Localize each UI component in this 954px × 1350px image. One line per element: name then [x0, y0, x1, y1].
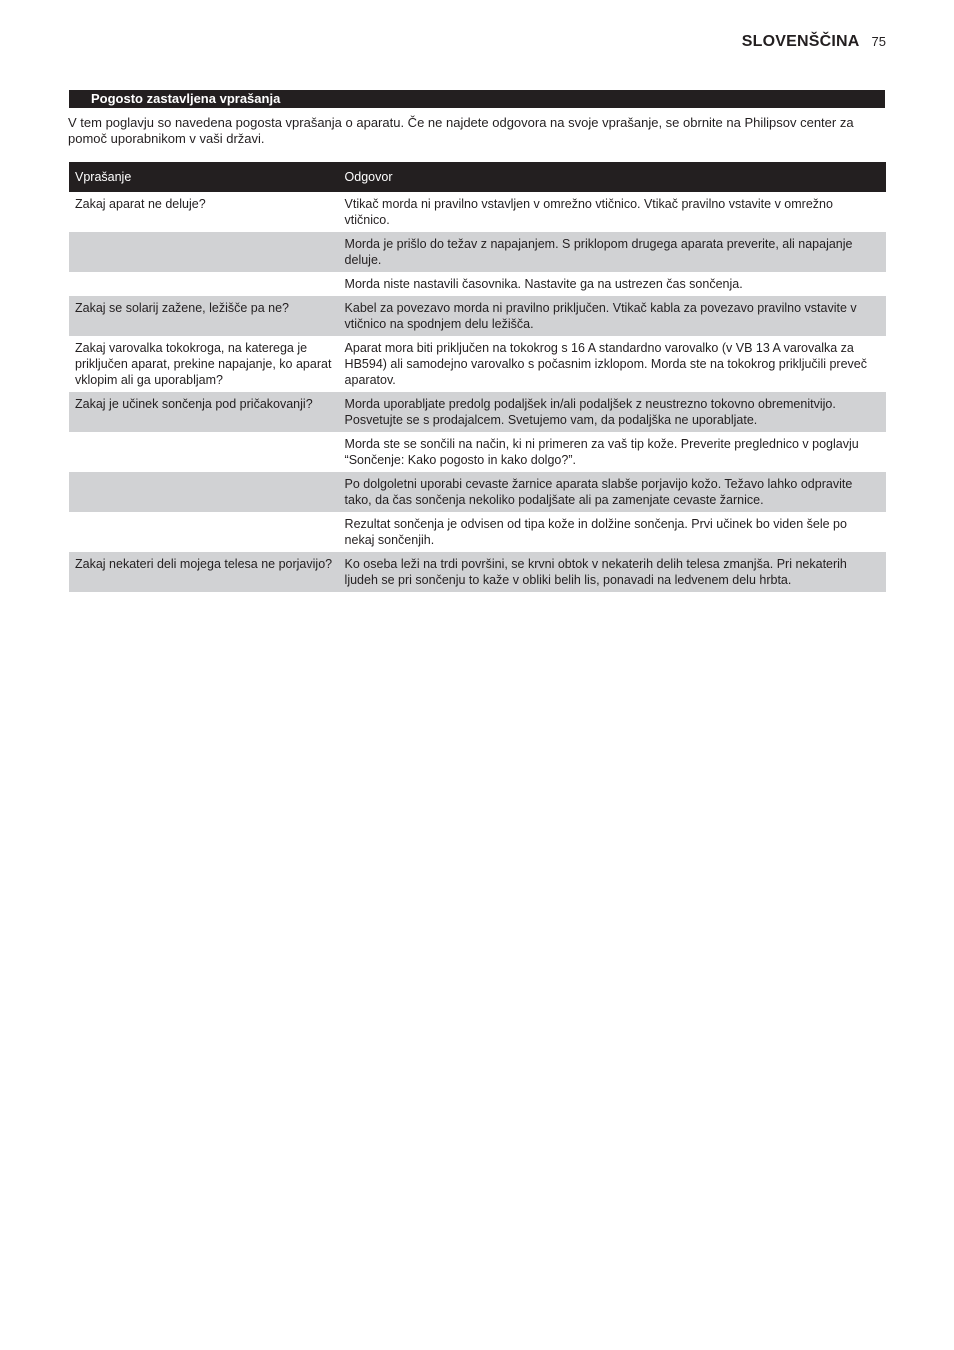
table-row [69, 552, 886, 592]
table-row [69, 512, 886, 552]
question-cell: Zakaj je učinek sončenja pod pričakovanji? [69, 392, 339, 432]
question-column-header: Vprašanje [69, 162, 339, 192]
answer-cell: Morda je prišlo do težav z napajanjem. S priklopom drugega aparata preverite, ali napajanje deluje. [339, 232, 886, 272]
table-row [69, 296, 886, 336]
question-cell [69, 272, 339, 296]
question-cell [69, 472, 339, 512]
answer-cell: Morda uporabljate predolg podaljšek in/ali podaljšek z neustrezno tokovno obremenitvijo. Posvetujte se s prodajalcem. Svetujemo vam, da podaljška ne uporabljate. [339, 392, 886, 432]
answer-cell: Ko oseba leži na trdi površini, se krvni obtok v nekaterih delih telesa zmanjša. Pri nekaterih ljudeh se pri sončenju to kaže v obliki belih lis, ponavadi na ledvenem delu hrbta. [339, 552, 886, 592]
section-intro: V tem poglavju so navedena pogosta vprašanja o aparatu. Če ne najdete odgovora na svoje vprašanje, se obrnite na Philipsov center za pomoč uporabnikom v vaši državi. [68, 115, 854, 146]
answer-cell: Aparat mora biti priključen na tokokrog s 16 A standardno varovalko (v VB 13 A varovalka za HB594) ali samodejno varovalko s počasnim izklopom. Morda ste na tokokrog priključili preveč aparatov. [344, 341, 868, 387]
table-row [69, 432, 886, 472]
table-header-row [69, 162, 886, 192]
table-row [69, 272, 886, 296]
answer-cell: Po dolgoletni uporabi cevaste žarnice aparata slabše porjavijo kožo. Težavo lahko odpravite tako, da čas sončenja nekoliko podaljšate ali pa zamenjate cevaste žarnice. [339, 472, 886, 512]
faq-table [69, 162, 886, 592]
section-title: Pogosto zastavljena vprašanja [69, 90, 885, 108]
question-cell: Zakaj nekateri deli mojega telesa ne porjavijo? [69, 552, 339, 592]
question-cell [69, 432, 339, 472]
question-cell: Zakaj varovalka tokokroga, na katerega je priključen aparat, prekine napajanje, ko aparat vklopim ali ga uporabljam? [75, 341, 332, 387]
table-row [69, 472, 886, 512]
answer-cell: Vtikač morda ni pravilno vstavljen v omrežno vtičnico. Vtikač pravilno vstavite v omrežno vtičnico. [344, 197, 833, 227]
question-cell [69, 512, 339, 552]
answer-cell: Rezultat sončenja je odvisen od tipa kože in dolžine sončenja. Prvi učinek bo viden šele po nekaj sončenjih. [344, 517, 847, 547]
language-label: SLOVENŠČINA [741, 33, 860, 50]
question-cell [69, 232, 339, 272]
page-number: 75 [871, 34, 886, 49]
table-row [69, 336, 886, 392]
table-row [69, 192, 886, 232]
question-cell: Zakaj se solarij zažene, ležišče pa ne? [69, 296, 339, 336]
table-row [69, 392, 886, 432]
answer-column-header: Odgovor [339, 162, 886, 192]
page-header [742, 33, 886, 51]
question-cell: Zakaj aparat ne deluje? [75, 197, 206, 211]
table-row [69, 232, 886, 272]
answer-cell: Kabel za povezavo morda ni pravilno priključen. Vtikač kabla za povezavo pravilno vstavite v vtičnico na spodnjem delu ležišča. [339, 296, 886, 336]
answer-cell: Morda ste se sončili na način, ki ni primeren za vaš tip kože. Preverite preglednico v poglavju “Sončenje: Kako pogosto in kako dolgo?”. [344, 437, 859, 467]
answer-cell: Morda niste nastavili časovnika. Nastavite ga na ustrezen čas sončenja. [344, 277, 743, 291]
